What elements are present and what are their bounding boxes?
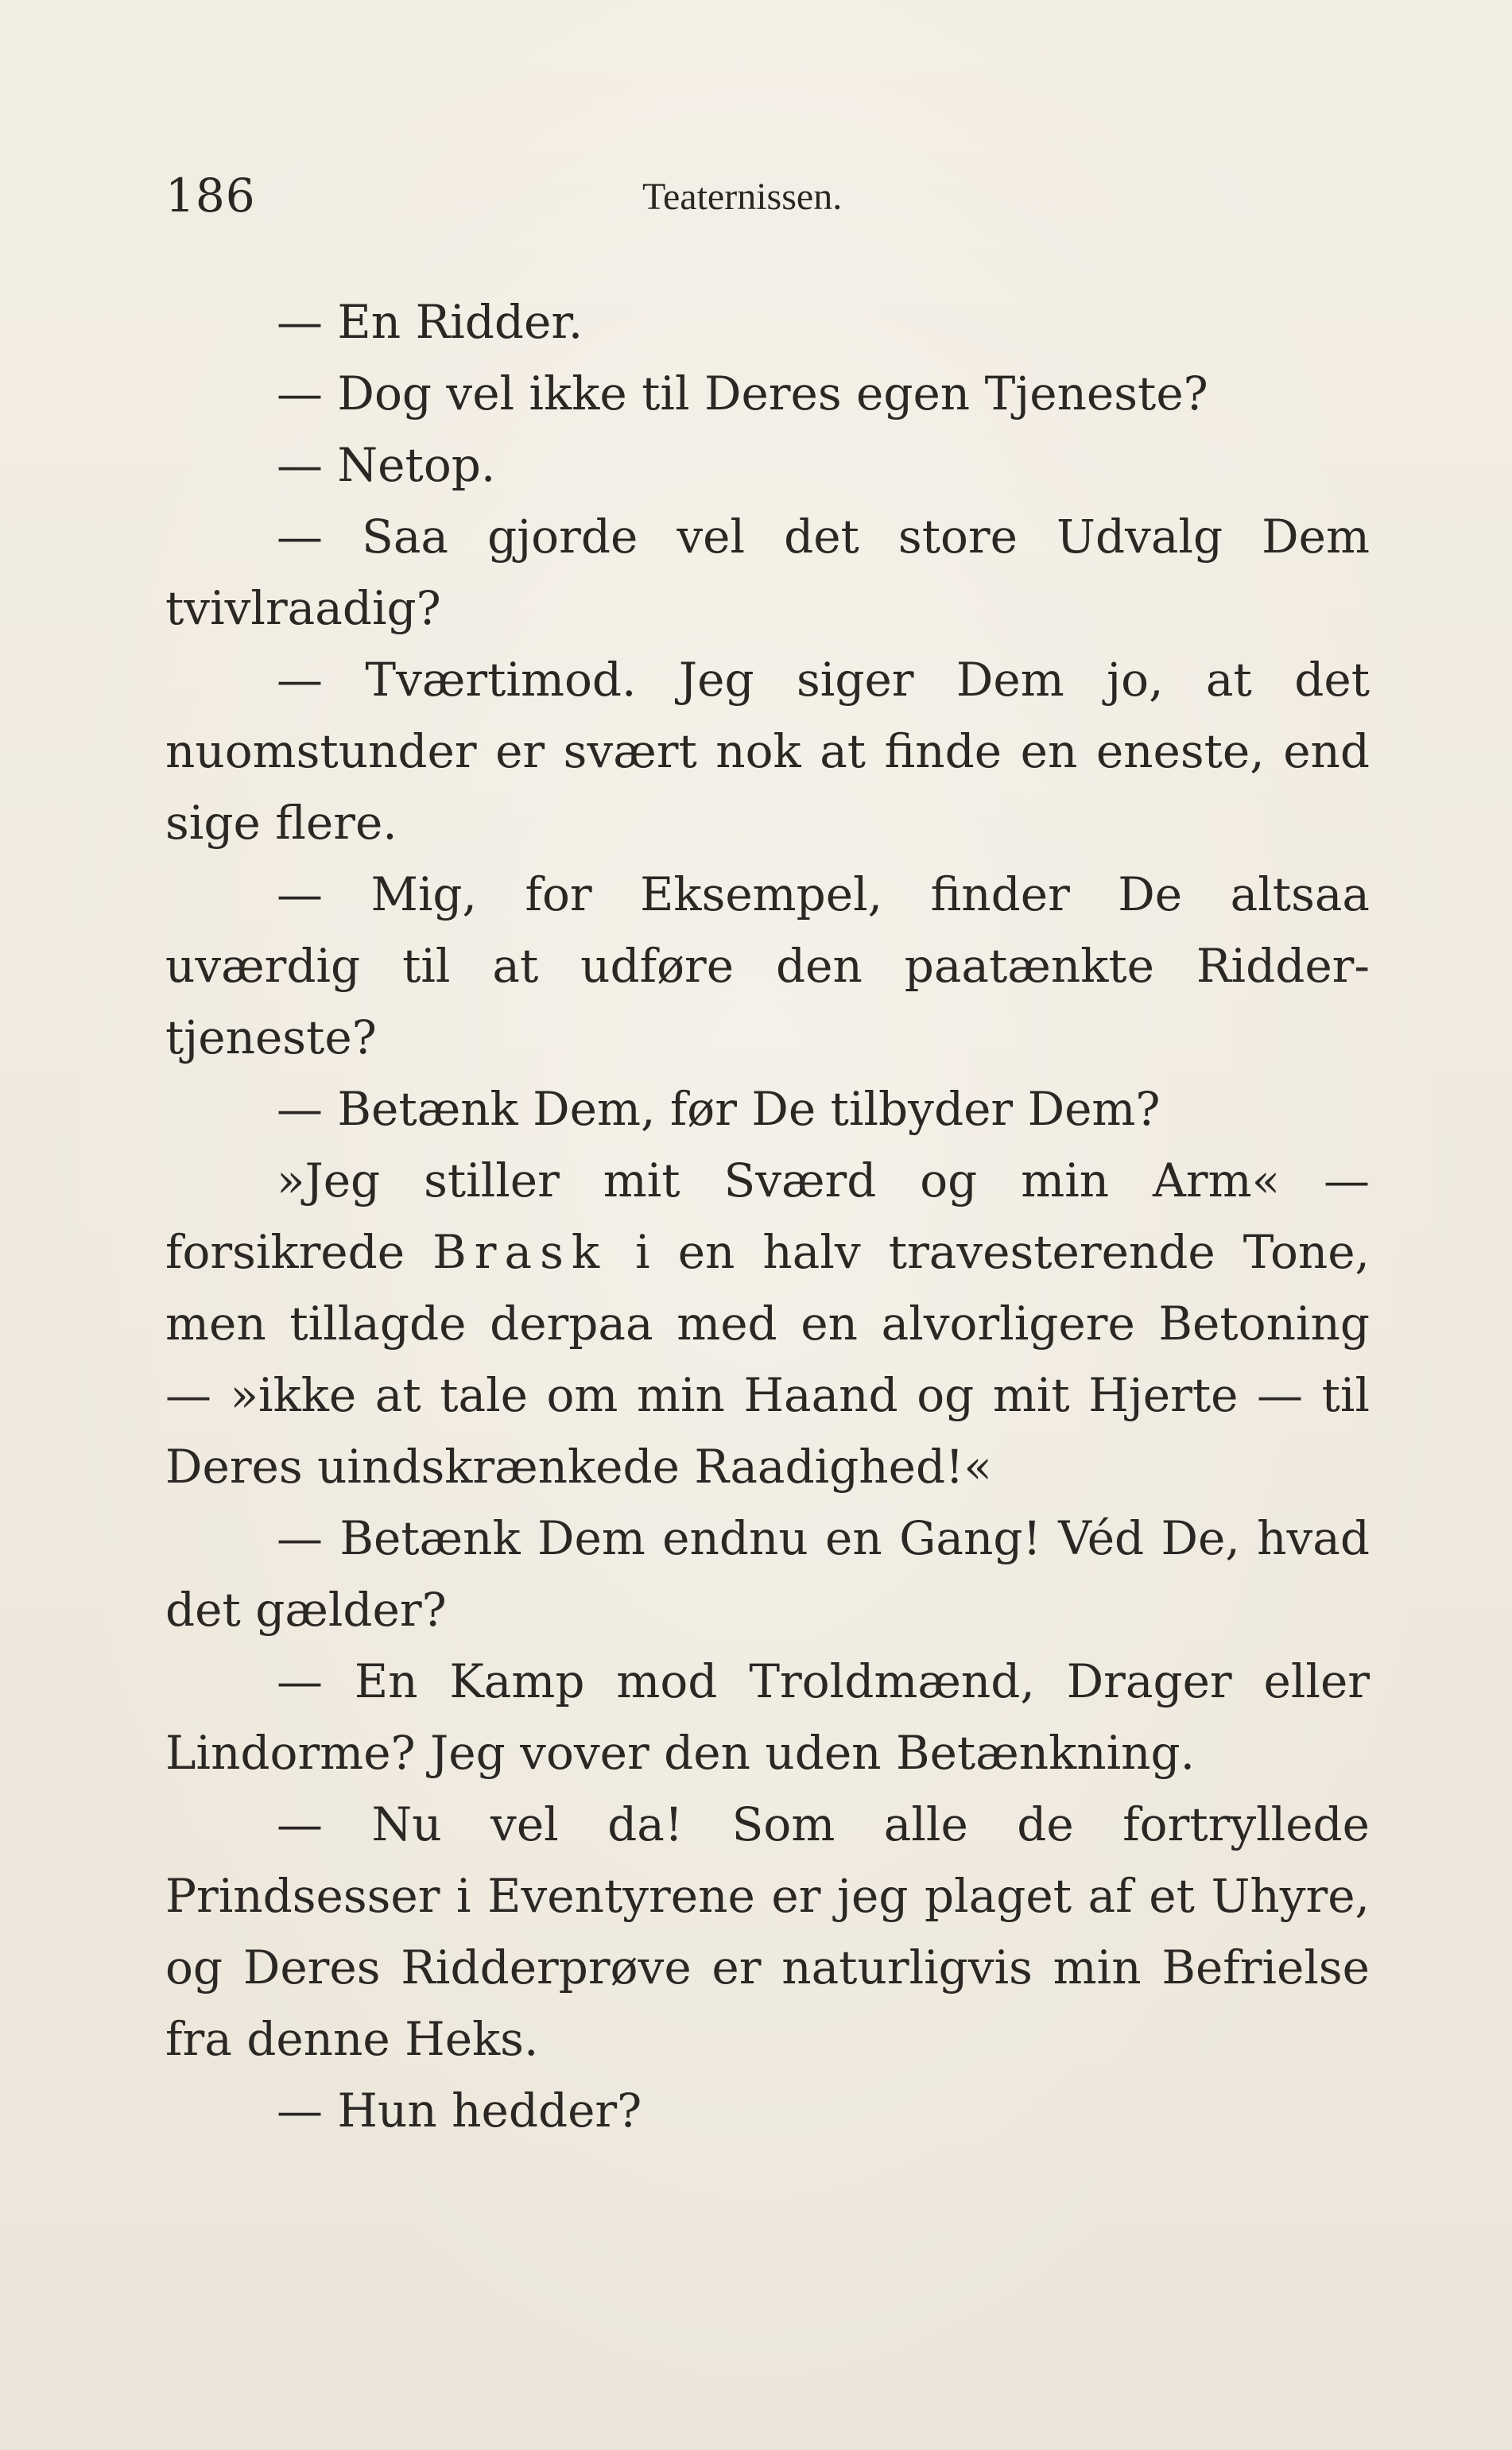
paragraph: — Dog vel ikke til Deres egen Tjeneste? xyxy=(277,366,1208,421)
emphasized-name: Brask xyxy=(432,1225,607,1279)
paragraph: — En Kamp mod Troldmænd, Drager eller Lindorme? Jeg vover den uden Betænkning. xyxy=(165,1654,1370,1780)
paragraph: — Nu vel da! Som alle de fortryllede Prindsesser i Eventyrene er jeg plaget af et Uhyre, og Deres Ridderprøve er naturligvis min Befrielse fra denne Heks. xyxy=(165,1797,1370,2066)
page-header xyxy=(165,169,1370,224)
paragraph: — Saa gjorde vel det store Udvalg Dem tvivlraadig? xyxy=(165,510,1370,635)
paragraph: — Betænk Dem, før De tilbyder Dem? xyxy=(277,1082,1161,1136)
paragraph: — Tværtimod. Jeg siger Dem jo, at det nuomstunder er svært nok at finde en eneste, end sige flere. xyxy=(165,653,1370,850)
page-number: 186 xyxy=(165,169,256,223)
paragraph-text: i en halv travesterende Tone, men tillagde derpaa med en alvorligere Betoning — »ikke at tale om min Haand og mit Hjerte — til Deres uindskrænkede Raadighed!« xyxy=(165,1225,1370,1494)
paragraph-text: »Jeg stiller mit Sværd og min Arm« — forsikrede xyxy=(165,1153,1370,1279)
paragraph: — Mig, for Eksempel, finder De altsaa uværdig til at udføre den paatænkte Ridder-tjeneste? xyxy=(165,867,1370,1064)
paragraph: — Hun hedder? xyxy=(277,2084,642,2138)
paragraph: — Netop. xyxy=(277,438,496,492)
body-text xyxy=(165,286,1370,2146)
paragraph xyxy=(165,1145,1370,1502)
paragraph: — En Ridder. xyxy=(277,295,583,349)
paragraph: — Betænk Dem endnu en Gang! Véd De, hvad det gælder? xyxy=(165,1511,1370,1637)
running-title: Teaternissen. xyxy=(642,176,843,218)
